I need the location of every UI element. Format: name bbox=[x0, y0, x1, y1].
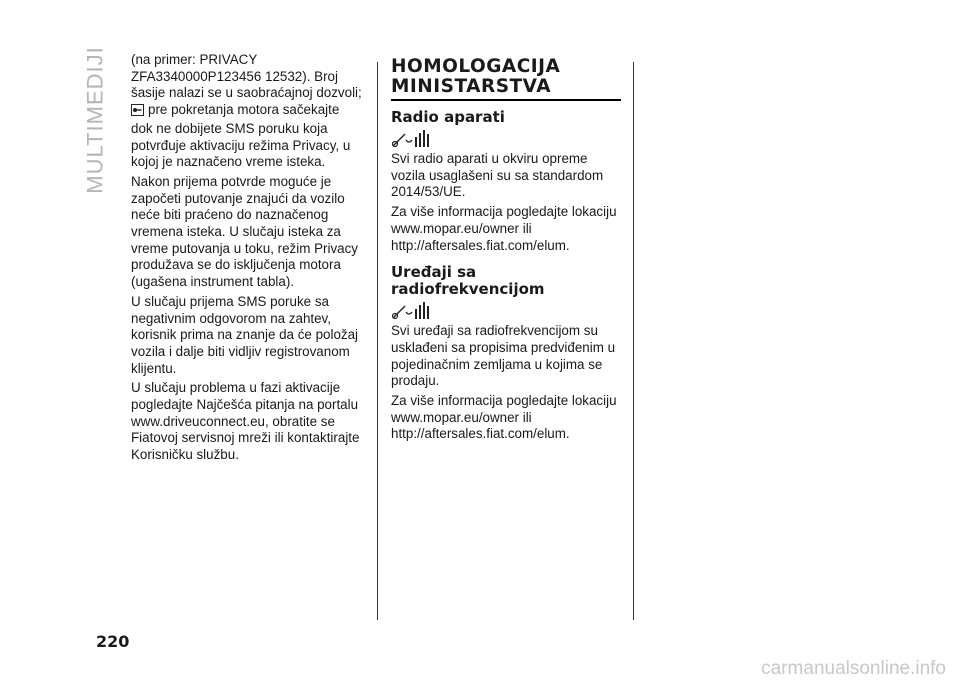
paragraph: Za više informacija pogledajte lokaciju www.mopar.eu/owner ili http://aftersales.fiat.com/elum. bbox=[391, 204, 617, 253]
watermark: carmanualsonline.info bbox=[761, 658, 946, 679]
heading-rule bbox=[391, 99, 621, 101]
paragraph: U slučaju prijema SMS poruke sa negativnim odgovorom na zahtev, korisnik prima na znanje da će položaj vozila i dalje biti vidljiv registrovanom klijentu. bbox=[131, 293, 359, 376]
column-divider bbox=[377, 62, 378, 620]
section-tab bbox=[80, 46, 112, 194]
subheading-line: radiofrekvencijom bbox=[391, 280, 545, 299]
paragraph-text: pre pokretanja motora sačekajte dok ne dobijete SMS poruku koja potvrđuje aktivaciju režima Privacy, u kojoj je naznačeno vreme isteka. bbox=[131, 102, 351, 170]
page-number: 220 bbox=[96, 632, 130, 651]
text-column-1 bbox=[131, 52, 363, 467]
paragraph: Nakon prijema potvrde moguće je započeti putovanje znajući da vozilo neće biti praćeno do naznačenog vremena isteka. U slučaju isteka za vreme putovanja u toku, režim Privacy produžava se do isključenja motora (ugašena instrument tabla). bbox=[131, 173, 358, 290]
section-tab-label: MULTIMEDIJI bbox=[83, 46, 109, 194]
heading-line: MINISTARSTVA bbox=[391, 76, 552, 97]
paragraph: Svi uređaji sa radiofrekvencijom su usklađeni sa propisima predviđenim u pojedinačnim zemljama u kojima se prodaju. bbox=[391, 323, 616, 389]
subheading-line: Uređaji sa bbox=[391, 263, 477, 282]
text-column-2 bbox=[391, 52, 621, 446]
column-divider bbox=[633, 62, 634, 620]
radio-device-icon bbox=[391, 300, 435, 322]
section-heading bbox=[391, 57, 621, 97]
heading-line: HOMOLOGACIJA bbox=[391, 56, 561, 77]
paragraph-text: (na primer: PRIVACY ZFA3340000P123456 12532). Broj šasije nalazi se u saobraćajnoj dozvoli; bbox=[131, 52, 362, 101]
subheading-rf-devices bbox=[391, 264, 621, 298]
paragraph: U slučaju problema u fazi aktivacije pogledajte Najčešća pitanja na portalu www.driveuconnect.eu, obratite se Fiatovoj servisnoj mreži ili kontaktirajte Korisničku službu. bbox=[131, 380, 360, 463]
subheading-radio: Radio aparati bbox=[391, 108, 505, 126]
paragraph: Svi radio aparati u okviru opreme vozila usaglašeni su sa standardom 2014/53/UE. bbox=[391, 151, 604, 200]
radio-device-icon bbox=[391, 128, 435, 150]
paragraph: Za više informacija pogledajte lokaciju www.mopar.eu/owner ili http://aftersales.fiat.com/elum. bbox=[391, 393, 617, 442]
paragraph bbox=[131, 52, 363, 171]
key-icon bbox=[131, 104, 144, 121]
